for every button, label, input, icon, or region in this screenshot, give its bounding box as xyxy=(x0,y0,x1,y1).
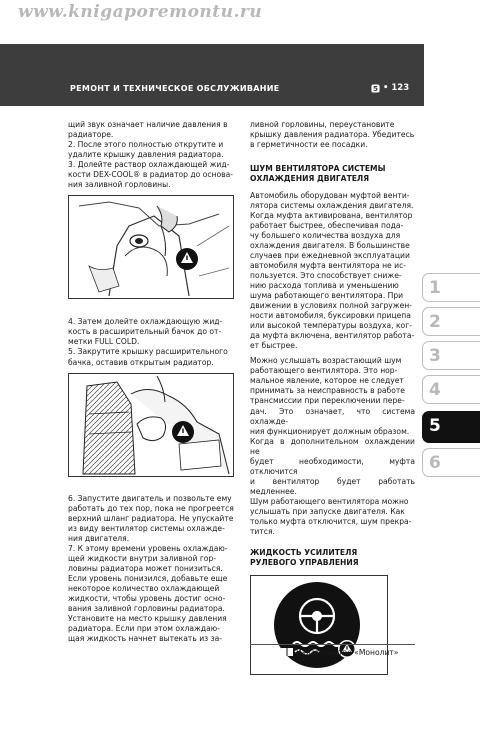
right-column xyxy=(250,120,415,675)
left-paragraph-3 xyxy=(68,494,236,645)
tab-label: 1 xyxy=(429,278,441,298)
right-paragraph-2 xyxy=(250,191,415,352)
chapter-tab-3[interactable] xyxy=(422,341,480,370)
text-line: случаев при ежедневной эксплуатации xyxy=(250,250,410,260)
figure-expansion-tank xyxy=(68,373,234,477)
page-header-band xyxy=(0,44,424,106)
text-line: движении в условиях полной загружен- xyxy=(250,301,413,311)
publisher-credit: Издательство «Монолит» xyxy=(296,648,399,657)
text-line: бачка, оставив открытым радиатор. xyxy=(68,357,214,367)
book-icon xyxy=(281,648,293,656)
text-line: или высокой температуры воздуха, ког- xyxy=(250,321,412,331)
figure-coolant-filler xyxy=(68,195,234,299)
text-line: работает быстрее, обеспечивая пода- xyxy=(250,220,404,230)
tab-label: 3 xyxy=(429,346,441,366)
text-line: и вентилятор будет работать медленнее. xyxy=(250,476,415,496)
warning-icon xyxy=(176,248,198,270)
text-line: кость в расширительный бачок до от- xyxy=(68,327,222,337)
tab-label: 5 xyxy=(429,416,441,436)
text-line: пользуется. Это способствует сниже- xyxy=(250,270,402,280)
text-line: радиатора. Если при этом охлаждаю- xyxy=(68,624,220,634)
text-line: ния двигателя. xyxy=(68,533,130,543)
chapter-tab-2[interactable] xyxy=(422,307,480,336)
text-line: только муфта отключится, шум прекра- xyxy=(250,517,412,527)
page-number-text: • 123 xyxy=(383,83,410,93)
text-line: ности автомобиля, буксировки прицепа xyxy=(250,311,411,321)
left-paragraph-2 xyxy=(68,317,236,367)
tab-label: 4 xyxy=(429,380,441,400)
text-line: дач. Это означает, что система охлажде- xyxy=(250,406,415,426)
text-line: принимать за неисправность в работе xyxy=(250,386,405,396)
text-line: да муфта включена, вентилятор работа- xyxy=(250,331,415,341)
heading-line: ОХЛАЖДЕНИЯ ДВИГАТЕЛЯ xyxy=(250,174,370,184)
warning-icon xyxy=(172,421,194,443)
text-line: ливной горловины, переустановите xyxy=(250,120,395,129)
text-line: удалите крышку давления радиатора. xyxy=(68,150,224,160)
text-line: крышку давления радиатора. Убедитесь xyxy=(250,130,415,140)
text-line: работающего вентилятора. Это нор- xyxy=(250,366,398,376)
text-line: нию расхода топлива и уменьшению xyxy=(250,280,399,290)
text-line: услышать при запуске двигателя. Как xyxy=(250,507,405,516)
text-line: 6. Запустите двигатель и позвольте ему xyxy=(68,493,232,503)
right-paragraph-3 xyxy=(250,356,415,537)
text-line: мальное явление, которое не следует xyxy=(250,376,404,386)
text-line: щей жидкости внутри заливной гор- xyxy=(68,553,217,563)
text-line: некоторое количество охлаждающей xyxy=(68,583,220,593)
text-line: ния заливной горловины. xyxy=(68,180,171,190)
text-line: 2. После этого полностью открутите и xyxy=(68,140,224,150)
text-line: Установите на место крышку давления xyxy=(68,614,227,624)
chapter-tab-4[interactable] xyxy=(422,375,480,404)
text-line: 4. Затем долейте охлаждающую жид- xyxy=(68,317,223,327)
text-line: щая жидкость начнет вытекать из за- xyxy=(68,634,223,644)
text-line: вания заливной горловины радиатора. xyxy=(68,604,225,614)
left-column xyxy=(68,120,236,644)
page-number xyxy=(371,83,409,93)
text-line: верхний шланг радиатора. Не упускайте xyxy=(68,513,234,523)
text-line: трансмиссии при переключении пере- xyxy=(250,396,405,406)
left-paragraph-1 xyxy=(68,120,236,190)
text-line: шума работающего вентилятора. При xyxy=(250,291,404,301)
text-line: 7. К этому времени уровень охлаждаю- xyxy=(68,543,228,553)
heading-line: ЖИДКОСТЬ УСИЛИТЕЛЯ xyxy=(250,548,358,558)
text-line: автомобиля муфта вентилятора не ис- xyxy=(250,260,406,270)
text-line: Можно услышать возрастающий шум xyxy=(250,356,402,366)
text-line: Шум работающего вентилятора можно xyxy=(250,496,409,506)
chapter-tab-1[interactable] xyxy=(422,273,480,302)
text-line: 5. Закрутите крышку расширительного xyxy=(68,347,228,357)
figure-steering-fluid-symbol xyxy=(250,575,388,675)
steering-fluid-illustration xyxy=(251,576,387,674)
section-5-icon xyxy=(371,84,380,93)
text-line: работать до тех пор, пока не прогреется xyxy=(68,503,234,513)
text-line: радиаторе. xyxy=(68,130,114,140)
text-line: ния функционирует должным образом. xyxy=(250,426,410,436)
text-line: кости DEX-COOL® в радиатор до основа- xyxy=(68,170,234,180)
text-line: Автомобиль оборудован муфтой венти- xyxy=(250,190,410,200)
tab-label: 6 xyxy=(429,453,441,473)
section-title: РЕМОНТ И ТЕХНИЧЕСКОЕ ОБСЛУЖИВАНИЕ xyxy=(70,84,280,93)
filler-neck-illustration xyxy=(69,196,233,298)
tab-label: 2 xyxy=(429,312,441,332)
heading-line: ШУМ ВЕНТИЛЯТОРА СИСТЕМЫ xyxy=(250,164,386,174)
footer-divider xyxy=(250,644,415,645)
heading-fan-noise xyxy=(250,164,415,184)
text-line: щий звук означает наличие давления в xyxy=(68,120,228,129)
heading-power-steering xyxy=(250,548,415,568)
text-line: метки FULL COLD. xyxy=(68,337,140,347)
text-line: ет быстрее. xyxy=(250,341,298,351)
text-line: охлаждения двигателя. В большинстве xyxy=(250,240,410,250)
chapter-tab-5[interactable] xyxy=(422,411,480,443)
text-line: ловины радиатора может понизиться. xyxy=(68,563,223,573)
heading-line: РУЛЕВОГО УПРАВЛЕНИЯ xyxy=(250,558,359,568)
text-line: Когда муфта активирована, вентилятор xyxy=(250,210,413,220)
text-line: 3. Долейте раствор охлаждающей жид- xyxy=(68,160,230,170)
chapter-tab-6[interactable] xyxy=(422,448,480,477)
text-line: чу большего количества воздуха для xyxy=(250,230,401,240)
text-line: тится. xyxy=(250,527,275,537)
text-line: в герметичности ее посадки. xyxy=(250,140,368,150)
expansion-tank-illustration xyxy=(69,374,233,476)
text-line: Когда в дополнительном охлаждении не xyxy=(250,436,415,456)
text-line: жидкости, чтобы уровень достиг осно- xyxy=(68,594,226,604)
text-line: лятора системы охлаждения двигателя. xyxy=(250,200,414,210)
right-paragraph-1 xyxy=(250,120,415,150)
svg-text:5: 5 xyxy=(372,83,379,93)
site-watermark: www.knigaporemontu.ru xyxy=(18,2,263,22)
text-line: из виду вентилятор системы охлажде- xyxy=(68,523,225,533)
text-line: будет необходимости, муфта отключится xyxy=(250,456,415,476)
text-line: Если уровень понизился, добавьте еще xyxy=(68,573,228,583)
